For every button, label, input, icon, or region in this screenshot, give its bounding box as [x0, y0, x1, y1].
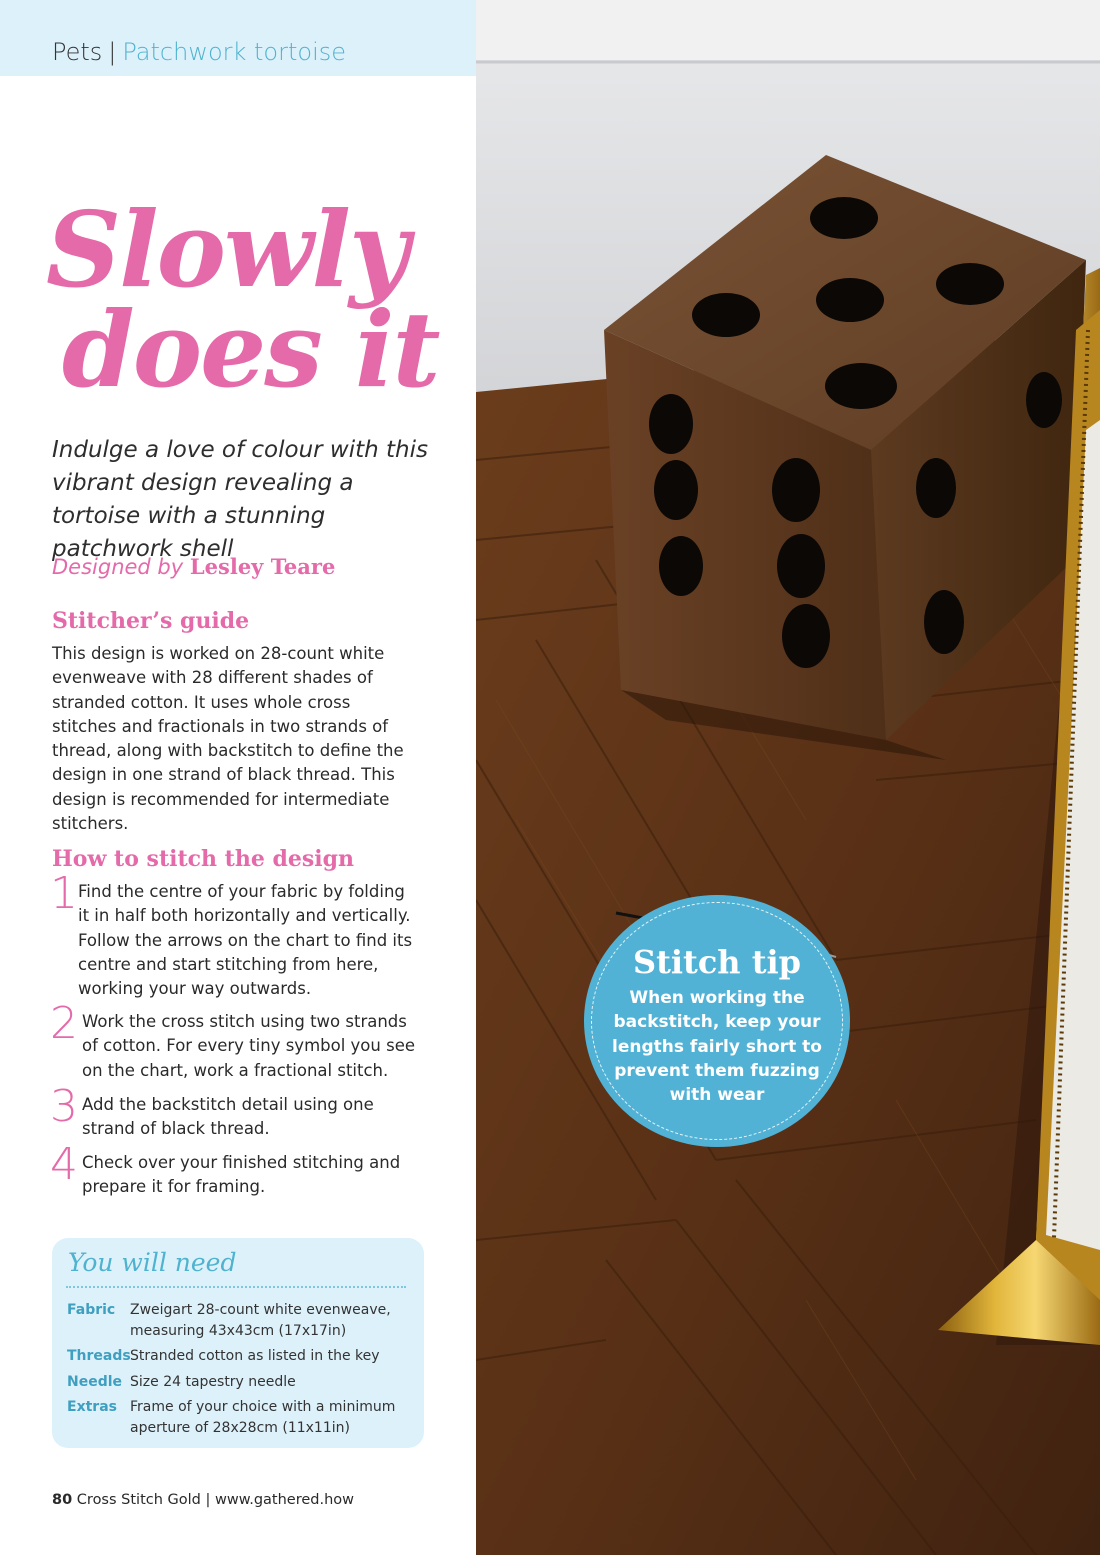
materials-label: Needle: [67, 1374, 123, 1390]
you-will-need-box: [52, 1238, 424, 1448]
die-pip: [772, 458, 820, 522]
materials-value: Size 24 tapestry needle: [130, 1374, 296, 1390]
die-pip: [825, 363, 897, 409]
page-number: 80: [52, 1492, 73, 1508]
step-text: Work the cross stitch using two strands of cotton. For every tiny symbol you see on the chart, work a fractional stitch.: [82, 1012, 415, 1080]
photo-illustration: [476, 0, 1100, 1555]
materials-value: Zweigart 28-count white evenweave, measuring 43x43cm (17x17in): [130, 1302, 391, 1339]
topic-label: Patchwork tortoise: [122, 38, 347, 66]
dotted-divider: [66, 1286, 406, 1290]
title-line-2: does it: [62, 288, 439, 411]
breadcrumb: [52, 38, 346, 66]
die-pip: [654, 460, 698, 520]
step-number: 4: [50, 1139, 78, 1190]
die-pip: [816, 278, 884, 322]
materials-label: Extras: [67, 1399, 117, 1415]
section-label: Pets: [52, 38, 103, 66]
materials-label: Threads: [67, 1348, 131, 1364]
die-pip: [777, 534, 825, 598]
magazine-name: Cross Stitch Gold: [76, 1492, 201, 1508]
step-text: Find the centre of your fabric by folding it in half both horizontally and vertically. Follow the arrows on the chart to find its centre and start stitching from here, working your way outwards.: [78, 882, 413, 999]
page-footer: [52, 1492, 354, 1508]
section-header: [0, 0, 476, 76]
stitchers-guide-body: This design is worked on 28-count white evenweave with 28 different shades of stranded cotton. It uses whole cross stitches and fractionals in two strands of thread, along with backstitch to define the design in one strand of black thread. This design is recommended for intermediate stitchers.: [52, 644, 404, 834]
standfirst: Indulge a love of colour with this vibrant design revealing a tortoise with a stunning patchwork shell: [52, 437, 429, 562]
feature-photo: [476, 0, 1100, 1555]
tip-body: When working the backstitch, keep your lengths fairly short to prevent them fuzzing with wear: [612, 988, 822, 1106]
step-text: Check over your finished stitching and prepare it for framing.: [82, 1153, 401, 1197]
step-number: 3: [50, 1081, 78, 1132]
footer-separator: |: [205, 1492, 211, 1508]
how-to-heading: How to stitch the design: [52, 846, 354, 872]
byline-prefix: Designed by: [52, 555, 184, 579]
stitch-tip-badge: [584, 895, 850, 1147]
designer-name: Lesley Teare: [189, 554, 336, 579]
materials-value: Frame of your choice with a minimum aperture of 28x28cm (11x11in): [130, 1399, 396, 1436]
text-column: [0, 0, 476, 1555]
die-pip: [649, 394, 693, 454]
die-pip: [692, 293, 760, 337]
breadcrumb-separator: |: [108, 38, 117, 66]
you-will-need-title: You will need: [68, 1248, 237, 1277]
step-text: Add the backstitch detail using one strand of black thread.: [82, 1095, 374, 1139]
title-line-1: Slowly: [46, 188, 408, 311]
die-pip: [1026, 372, 1062, 428]
die-pip: [924, 590, 964, 654]
tip-title: Stitch tip: [632, 943, 802, 981]
step-number: 1: [50, 868, 78, 919]
website-link[interactable]: www.gathered.how: [214, 1492, 355, 1508]
stitchers-guide-heading: Stitcher’s guide: [52, 608, 250, 634]
materials-value: Stranded cotton as listed in the key: [130, 1348, 380, 1364]
byline: [52, 554, 335, 579]
skirting-top: [476, 0, 1100, 60]
step-number: 2: [50, 998, 78, 1049]
die-pip: [659, 536, 703, 596]
die-pip: [810, 197, 878, 239]
page-title: [46, 188, 466, 411]
die-pip: [936, 263, 1004, 305]
die-pip: [782, 604, 830, 668]
die-pip: [916, 458, 956, 518]
materials-label: Fabric: [67, 1302, 116, 1318]
